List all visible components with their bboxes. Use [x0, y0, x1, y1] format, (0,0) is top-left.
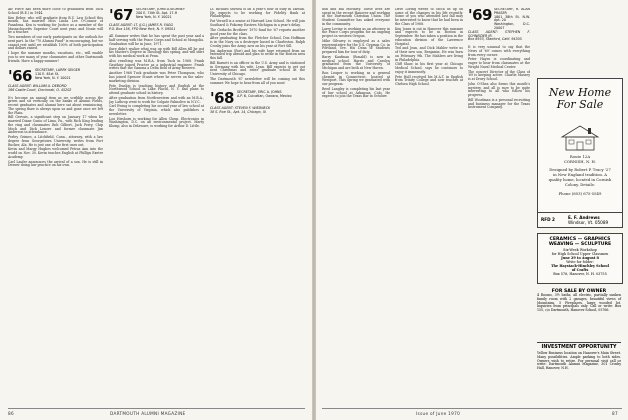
secretary-name: SECRETARY, LARRY GEIGER: [34, 68, 81, 73]
class-header-69: [468, 8, 530, 42]
ad-line: Six-Week Workshop: [563, 247, 597, 252]
ad-line: Designed by Robert P. Tracy '27: [549, 167, 611, 172]
class-header-68: [210, 91, 305, 114]
paragraph: Kevin and Margy Hughes welcomed Petras Ann into the world on Nov. 30. Kevin teaches English at Phillips Exeter Academy.: [8, 147, 103, 159]
paragraph: The Dartmouth '67 newsletter will be coming out this summer. We hope to hear from all of you soon!: [210, 77, 305, 85]
paragraph: John O'Shea also forms this month's mystery, and all is sure to be quite interesting to all who follow his progress.: [468, 82, 530, 98]
ad-ceramics-workshop: [537, 233, 623, 284]
paragraph: Sure didn't realize what was up with Bill Allen till he got his Master's Degree in Theology this spring, and will start with his medical work at Penn.: [109, 46, 204, 59]
paragraph: Two members of our early participants on the outlook for next part. In the "70 Alumni Fund" is encouraging, but we cannot rest until we establish 100% of both participation and dollars raised.: [8, 35, 103, 51]
secretary-name: SECRETARY, R. ALAN PRASER: [493, 8, 530, 15]
paragraph: Bill Gervais, a significant step on January 17 when he married Diane Cunio of Lima, Pa., with Rich King lending the ring and classmates Bob Gilbert, Jack Perry, Chip Mock and Dick Lenore and former classmate Jim Anderson in attendance.: [8, 115, 103, 135]
class-year: '66: [8, 67, 32, 86]
footer-rule: [322, 408, 622, 409]
paragraph: Carl Laufer announces the arrival of a son. He is still in Denver doing law practice on his own.: [8, 159, 103, 168]
secretary-name: SECRETARY, ERIC A. JOHNS: [236, 90, 282, 95]
class-agent: CLASS AGENT: STEVEN F. WIEDNECK: [210, 106, 271, 111]
secretary-address: Washington, D.C. 20007: [493, 22, 530, 30]
paragraph: Another 1968 Tuck graduate was Peter Thompson, who has joined Spencer Stuart where he serves on the sales-marketing division.: [109, 71, 204, 83]
left-column-2: [109, 8, 204, 403]
issue-date: Issue of June 1970: [416, 411, 461, 416]
paragraph: Bill Barnett is an officer in the U.S. Army and is stationed in Germany with his wife, Lynn. Bill expects to get out next Christmas and enter graduate school at the University of Chicago.: [210, 61, 305, 77]
house-illustration-icon: [558, 123, 602, 151]
paragraph: Barry Kaufman (Ronald) is now in medical school. Harris and Carolyn graduated from the University of Michigan and are both at New Haven.: [322, 55, 390, 71]
paragraph: Pat Vernell is a senior at Harvard Law School. He will join Southard & Pokorny Eastern Michigan in a year's delay.: [210, 19, 305, 27]
paragraph: After graduation from Northwestern and with an M.B.A., Jay Lathrop went to work for Colgate Palmolive in N.Y.C.: [109, 95, 204, 104]
ad-title-line: For Sale: [556, 98, 604, 111]
class-agent-address: Box 6933, Stanford, Calif. 94305: [468, 37, 522, 42]
ad-contact-bar: [538, 212, 622, 227]
footer-rule: [8, 408, 305, 409]
class-year: '69: [468, 8, 492, 24]
paragraph: Peter Hayes is coordinating and eager to hear from classmates at the Wright Naval Medical Center.: [468, 57, 530, 69]
class-header-66: [8, 69, 103, 92]
ad-title: INVESTMENT OPPORTUNITY: [541, 345, 617, 350]
secretary-address: 200 E. 74th St. Apt. 17-H: [135, 10, 178, 15]
ad-for-sale-by-owner: [537, 289, 621, 337]
ad-body: Yellow Business location on Hanover's Main Street. Many possibilities. Ample parking to both sides. Owners wish to retire. For personal visit call or write: Dartmouth Alumni Magazine, 301 Crosby Hall, Hanover, N.H.: [537, 351, 621, 371]
paragraph: The concert Director of the Class of '69 is keeping active. Charlie Massey is at Drury School.: [468, 69, 530, 82]
class-agent-address: 38 S. Roe St., Apt. 14, Chicago, Ill.: [210, 110, 267, 115]
ad-line: Box 576, Hanover, N. H. 03755: [553, 271, 607, 276]
ad-line: Colony. Details:: [565, 182, 595, 187]
paragraph: Air Force has been more close to graduated from Tuck School (B.E.) in 1944.: [8, 8, 103, 15]
ad-line: Write for folder:: [566, 259, 594, 264]
secretary-address: 1801 38th St. N.W. Apt. 20: [493, 14, 530, 23]
paragraph: Reed Langley is completing his last year of law school at Arkansas, Colo. He expects to join the Texas Bar in October.: [322, 87, 390, 99]
paragraph: Pete Dunlop is teaching history and English at the Northwood School in Lake Placid, N. Y. and plans to attend graduate school in history.: [109, 83, 204, 95]
ad-line: The Haystack-Hinchley School: [551, 263, 609, 268]
ad-line: quality home, located in Cornish: [548, 177, 612, 182]
paragraph: It's become an annual item as we scribble across the green and sit vertically on the banks of Alumni Fields, recent graduates and alumni here sat about reminiscing. The spring thaw is always upon us and gone once we left the Plain.: [8, 95, 103, 115]
left-page: [0, 0, 312, 420]
paragraph: Ken Reber, who will graduate from B.U. Law School this month, has married Miss Linda Lee O'Connor of Pasadena. Ken is working for Justice as a member of the Massachusetts Superior Court next year, and Nonie will be a teacher.: [8, 15, 103, 35]
ad-line: of Crafts: [571, 267, 589, 272]
ad-body: 4 Rooms, 3½ baths, all electric, partially sunken family room with 2 garages, beautiful views of Mountains. 5 Fireplaces, large wooded lot. Inquiries from principals only. Call or write: Box 155, c/o Dartmouth, Hanover School, 05766.: [537, 293, 621, 313]
ad-route: Route 12A: [569, 154, 591, 159]
paragraph: The Gerlachs Brothers' 1970 fund for '67 reports another good year for the class.: [210, 27, 305, 36]
paragraph: I hope the summer months, vacations, etc., will enable you to see many of your classmates and other Dartmouth friends. Have a happy summer!: [8, 51, 103, 63]
class-year: '68: [210, 89, 234, 108]
paragraph: Perley Grimes, a Litchfield, Conn., attorney, with a law degree from Georgetown University, writes from Fort Rucker, Ala. He is just one of the first ones out.: [8, 135, 103, 147]
paragraph: Pete Hull received his M.A.T. in English from Trinity College and now teaches at Chelsea High School.: [395, 74, 463, 87]
paragraph: Mike Gilvarry is employed as a sales representative for the U.S. Gypsum Co. in Portland, Ore. His Dean of Students prepared him for tour of duty.: [322, 39, 390, 55]
magazine-title: DARTMOUTH ALUMNI MAGAZINE: [110, 411, 186, 416]
ad-line: for High School Upper Classmen: [551, 251, 609, 256]
secretary-address: New York, N. Y. 10021: [34, 76, 71, 80]
ad-line: June 29 to August 8: [561, 255, 599, 260]
left-column-3: [210, 8, 305, 403]
secretary-address: New York, N. Y. 10021: [135, 14, 172, 19]
paragraph: Ron Leaper is working as a general chemist in Connecticut, located at Westport. This Spring we graduated with our program.: [322, 71, 390, 87]
paragraph: Cliff Shaw, in his first year at Chicago Medical School, says he continues to enjoy it immensely.: [395, 62, 463, 74]
paragraph: It is very unusual to say that the News of '69' comes with everything from every corner.: [468, 45, 530, 57]
paragraph: Ted and Jean, and Dick Mahler write us of their new son, Benjamin. He was born on February 9th. The Mahlers are living in Philadelphia.: [395, 46, 463, 62]
ad-agent-town: Windsor, Vt. 05089: [568, 220, 609, 225]
page-number: 86: [8, 411, 14, 416]
right-column-3: [468, 8, 530, 403]
ad-house-for-sale: [537, 78, 623, 228]
paragraph: Ken Jones is out in Hanover this summer and expects to be in Boston in September. He has taken a position in the education division of the Lawrence Hospital.: [395, 26, 463, 46]
right-column-2: [395, 8, 463, 403]
ad-rfd: RFD 2: [541, 217, 555, 222]
paragraph: Jim Anderson (Roe) and his wife have returned from an extended trip abroad and plan to settle in the Boston area this fall.: [210, 48, 305, 61]
paragraph: All Summer writes that he has spent the past year and a half serving with the Peace Corps and School at Mongolia. Graduation will be in June, 1971.: [109, 34, 204, 46]
paragraph: Larry Levine is working as an attorney in the Peace Corps program for an ongoing project in western Oregon.: [322, 26, 390, 39]
paragraph: Also resulting was M.B.A. from Tuck in 1968. Frank Gauthier joined Procter as a industrial engineer. Frank writes that the Gamma a Delta field of Army Reserve.: [109, 58, 204, 71]
class-year: '67: [109, 8, 133, 24]
class-header-67: [109, 8, 204, 31]
paragraph: Carl Ewing is completing his second year of law school at the University of Virginia, which also publishes a newsletter.: [109, 104, 204, 116]
ad-agent-name: E. F. Andrews: [568, 215, 600, 220]
paragraph: Dave Loring writes to catch us up on some of the changes in his life recently. Some of you who attended last fall may be interested to know that he had been in the Class of 1968.: [395, 8, 463, 26]
page-number: 87: [612, 411, 618, 416]
right-column-1: [322, 8, 390, 403]
class-agent-address: P.O. Box 156, FPO New York, N. Y. 09501: [109, 26, 176, 31]
ad-line: in New England tradition. A: [553, 172, 607, 177]
ad-title: CERAMICS — GRAPHICS: [549, 237, 611, 242]
class-agent: CLASS AGENT: WILLIAM A. DEBORD: [8, 84, 67, 89]
ad-town: CORNISH, N. H.: [563, 159, 597, 164]
class-agent: CLASS AGENT: STEPHEN F. SCHNEIDER JR.: [468, 29, 530, 38]
ad-title-line: New Home: [548, 86, 612, 99]
paragraph: Lt. Richard Stilwell is on a year's tour of duty in Taiwan. He expects to be working for Fidelity Bank at Philadelphia.: [210, 8, 305, 19]
paragraph: Bill Woodman is a personal recruiting and business manager for the Texas Instrument Company.: [468, 98, 530, 110]
paragraph: Lou Hirshorn is working for Allen Chem. Electronics in Washington, D.C. on an environmental project. Marty Klomp, also in Delaware, is working for Arthur D. Little.: [109, 116, 204, 129]
ad-title: [538, 87, 622, 111]
paragraph: After graduating from the Fletcher School, Don Hoffman is in the Navy on a destroyer based in Charleston. Ralph Crosby joins the Army, now on his year at Fort Sill.: [210, 36, 305, 48]
ad-investment-opportunity: [537, 342, 621, 403]
left-column-1: [8, 8, 103, 403]
class-agent: CLASS AGENT: LT. (J.G.) JAMES R. FAGG: [109, 22, 174, 27]
secretary-address: 110 E. 61st St.: [34, 72, 60, 77]
ad-phone: Phone (603) 675-5549: [558, 191, 602, 196]
secretary-address: A.P. 6, Cuicatlan, Oaxaca, Mexico: [236, 94, 292, 99]
ad-title: WEAVING — SCULPTURE: [548, 242, 612, 248]
paragraph: don and Bill Moriarty. These lives are spent in the recent Hanover and working in the Dartmouth Christian Union. The Student Committee has asked everyone in the community.: [322, 8, 390, 26]
class-agent-address: 166 Castle Court, Cincinnati, O. 45202: [8, 87, 72, 92]
secretary-name: SECRETARY, JOHN LOUGHNEY: [135, 8, 185, 11]
ad-title: FOR SALE BY OWNER: [551, 289, 607, 294]
